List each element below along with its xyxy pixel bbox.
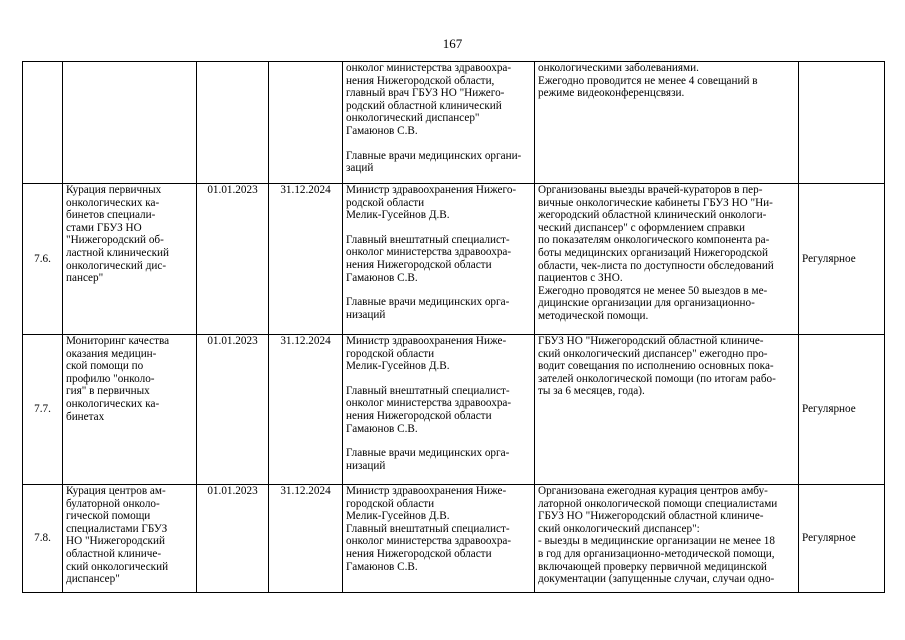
result-text: Организованы выезды врачей-кураторов в пер- вичные онкологические кабинеты ГБУЗ НО "Ни- жегородский областной клинический онкологи- ческий диспансер" с оформлением справки по показателям онкологического компонента ра- боты медицинских организаций Нижегородской области, чек-листа по доступности обследований пациентов с ЗНО. Ежегодно проводятся не менее 50 выездов в ме- дицинские организации для организационно- методической помощи. [535,184,799,335]
end-date: 31.12.2024 [269,184,343,335]
end-date [269,62,343,184]
responsible-text: Министр здравоохранения Ниже- городской области Мелик-Гусейнов Д.В. Главный внештатный специалист- онколог министерства здравоохра- нения Нижегородской области Гамаюнов С.В. [346,485,512,573]
row-number: 7.8. [23,485,63,593]
end-date: 31.12.2024 [269,485,343,593]
measure-type: Регулярное [799,184,885,335]
responsible-text: Главный внештатный специалист- онколог министерства здравоохра- нения Нижегородской области Гамаюнов С.В. [346,233,512,284]
responsible-text: Главные врачи медицинских органи- заций [346,149,522,175]
responsible-text: Главные врачи медицинских орга- низаций [346,447,510,472]
start-date: 01.01.2023 [197,184,269,335]
responsible-text: Министр здравоохранения Нижего- родской области Мелик-Гусейнов Д.В. [346,184,517,222]
start-date: 01.01.2023 [197,335,269,485]
page-number: 167 [442,36,463,51]
responsible-cell [343,184,535,335]
responsible-cell [343,335,535,485]
measures-table [22,61,885,593]
result-text: онкологическими заболеваниями. Ежегодно проводится не менее 4 совещаний в режиме видеоконференцсвязи. [535,62,799,184]
measure-name: Мониторинг качества оказания медицин- ской помощи по профилю "онколо- гия" в первичных онкологических ка- бинетах [63,335,197,485]
row-number: 7.7. [23,335,63,485]
responsible-text: онколог министерства здравоохра- нения Нижегородской области, главный врач ГБУЗ НО "Нижего- родский областной клинический онкологический диспансер" Гамаюнов С.В. [346,62,512,137]
row-number [23,62,63,184]
table-row [23,335,885,485]
start-date: 01.01.2023 [197,485,269,593]
measure-name [63,62,197,184]
measure-type [799,62,885,184]
responsible-text: Главный внештатный специалист- онколог министерства здравоохра- нения Нижегородской области Гамаюнов С.В. [346,384,512,435]
table-row [23,485,885,593]
responsible-cell [343,485,535,593]
responsible-cell [343,62,535,184]
measure-type: Регулярное [799,485,885,593]
measure-name: Курация центров ам- булаторной онколо- гической помощи специалистами ГБУЗ НО "Нижегородский областной клиниче- ский онкологический диспансер" [63,485,197,593]
end-date: 31.12.2024 [269,335,343,485]
table-row [23,62,885,184]
row-number: 7.6. [23,184,63,335]
measure-name: Курация первичных онкологических ка- бинетов специали- стами ГБУЗ НО "Нижегородский об- ластной клинический онкологический дис- пансер" [63,184,197,335]
result-text: Организована ежегодная курация центров амбу- латорной онкологической помощи специалистами ГБУЗ НО "Нижегородский областной клиниче- ский онкологический диспансер": - выезды в медицинские организации не менее 18 в год для организационно-методической помощи, включающей проверку первичной медицинской документации (запущенные случаи, случаи одно- [535,485,799,593]
measure-type: Регулярное [799,335,885,485]
responsible-text: Министр здравоохранения Ниже- городской области Мелик-Гусейнов Д.В. [346,335,507,373]
result-text: ГБУЗ НО "Нижегородский областной клиниче- ский онкологический диспансер" ежегодно про- водит совещания по исполнению основных пока- зателей онкологической помощи (по итогам рабо- ты за 6 месяцев, года). [535,335,799,485]
start-date [197,62,269,184]
responsible-text: Главные врачи медицинских орга- низаций [346,296,510,321]
table-row [23,184,885,335]
